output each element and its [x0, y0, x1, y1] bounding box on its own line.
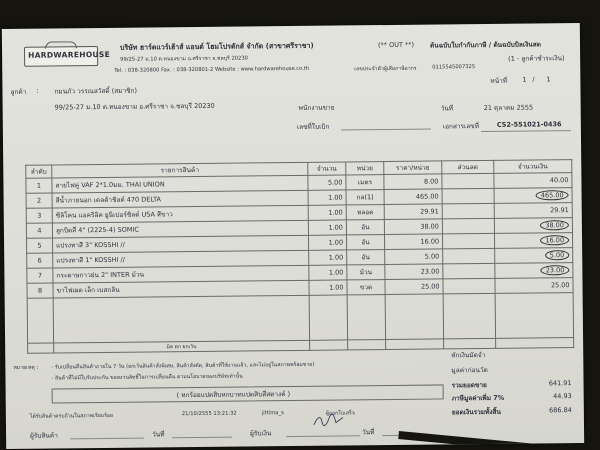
row-number: 2	[26, 193, 52, 208]
row-discount	[443, 278, 495, 294]
row-price: 38.00	[384, 219, 442, 235]
taxid: 0115545007325	[432, 64, 476, 71]
col-price-header: ราคา/หน่วย	[384, 161, 442, 175]
page-label: หน้าที่	[490, 76, 508, 85]
out-mark: (** OUT **)	[377, 40, 415, 50]
print-timestamp: 21/10/2555 13:21:32	[181, 410, 237, 418]
col-unit-header: หน่วย	[346, 162, 384, 175]
total-value: 641.91	[548, 379, 572, 388]
row-amount: 29.91	[494, 203, 572, 219]
notes-line-2: - สินค้าที่ไม่มีใบรับประกัน ขอสงวนสิทธิ์ในการเปลี่ยนคืน ตามนโยบายของบริษัทเท่านั้น	[51, 373, 243, 382]
total-label: รวมยอดขาย	[451, 380, 487, 390]
row-item: สีน้ำภายนอก เดลต้าชิลด์ 470 DELTA	[52, 190, 308, 208]
row-amount-circled: 23.00	[541, 265, 570, 275]
footer-note: ผิด ตก ยกเว้น	[54, 340, 310, 353]
row-qty: 1.00	[308, 235, 346, 250]
row-qty: 1.00	[308, 220, 346, 235]
row-amount: 40.00	[494, 173, 572, 189]
row-amount-circled: 16.00	[540, 235, 569, 245]
receipt-paper: HARDWAREHOUSE บริษัท ฮาร์ดแวร์เฮ้าส์ แอนด์ โฮมโปรดักส์ จำกัด (สาขาศรีราชา) 99/25-27 ม.10 ต.หนองขาม อ.ศรีราชา จ.ชลบุรี 20230 Tel. : 038-320800 Fax. : 038-320801-2 Website : www.hardwarehouse.co.th เลขประจำตัวผู้เสียภาษีอากร 0115545007325 (** OUT **) ต้นฉบับใบกำกับภาษี / ต้นฉบับบิลเงินสด (1 - ลูกค้าชำระเงิน) หน้าที่ 1 / 1 ลูกค้า : กมนภัว วรรณสวัสดิ์ (สมาชิก) 99/25-27 ม.10 ต.หนองขาม อ.ศรีราชา จ.ชลบุรี 20230 พนักงานขาย วันที่ 21 ตุลาคม 2555 เลขที่ใบเบิก เอกสารเลขที่ CS2-551021-0436 ลำดับ รายการสินค้า จำนวน หน่วย ราคา/หน่วย ส่วนลด จำนวนเงิน 1 สายไฟคู่ VAF 2*1.0มม. THAI UNION 5.00 เมตร 8.00 40.00 2 สีน้ำภายนอก เดลต้าชิลด์ 470 DELTA 1.00 กล(1) 465.00 465.00 3 ซิลิโคน แอคริลิค ยูนิเปอร์ชิลด์ USA สีขาว 1.00 หลอด 29.91 29.91 4 ลูกบิดสี่ 4" (2225-4) SOMIC 1.00 อัน 38.00 38.00 5 แปรงทาสี 3" KOSSHI // 1.00 อัน 16.00 16.00 6 แปรงทาสี 1" KOSSHI // 1.00 อัน 5.00 5.00 7 กระดาษกาวย่น 2" INTER ม้วน 1.00 ม้วน 23.00 23.00 8 ขาไฟเผด เล็ก เบสกลิน 1.00 ขวด 25.00 25.00 ผิด ตก ยกเว้น หมายเหตุ : - รับเปลี่ยนคืนสินค้าภายใน 7 วัน (ยกเว้นสินค้าสั่งพิเศษ, สินค้าสั่งตัด, สินค้าที่ใช้งานแล้ว, และไม่อยู่ในสภาพพร้อมขาย) - สินค้าที่ไม่มีใบรับประกัน ขอสงวนสิทธิ์ในการเปลี่ยนคืน ตามนโยบายของบริษัทเท่านั้น ( หกร้อยแปดสิบหกบาทแปดสิบสี่สตางค์ ) หักเงินมัดจำ มูลค่าก่อนวัด รวมยอดขาย 641.91 ภาษีมูลค่าเพิ่ม 7% 44.93 ยอดเงินรวมทั้งสิ้น 686.84 ได้รับสินค้าครบถ้วนในสภาพเรียบร้อย 21/10/2555 13:21:32 jittima_s ผู้ออกใบเสร็จ ผู้รับสินค้า วันที่ ผู้รับเงิน วันที่	[2, 23, 584, 449]
taxid-label: เลขประจำตัวผู้เสียภาษีอากร	[354, 65, 417, 73]
row-qty: 5.00	[308, 175, 346, 190]
row-discount	[443, 248, 495, 264]
row-number: 1	[26, 178, 52, 193]
col-qty-header: จำนวน	[308, 162, 346, 175]
row-price: 23.00	[385, 264, 443, 280]
cashier-date-label: วันที่	[362, 428, 375, 437]
row-unit: ม้วน	[347, 265, 385, 280]
col-no-header: ลำดับ	[26, 165, 52, 178]
row-unit: อัน	[346, 235, 384, 250]
issuer-signature	[312, 413, 346, 427]
row-unit: หลอด	[346, 205, 384, 220]
row-discount	[442, 188, 494, 204]
row-number: 4	[26, 223, 52, 238]
company-contact: Tel. : 038-320800 Fax. : 038-320801-2 Website : www.hardwarehouse.co.th	[114, 65, 310, 74]
requisition-label: เลขที่ใบเบิก	[296, 122, 330, 131]
date-label: วันที่	[440, 104, 454, 113]
row-qty: 1.00	[309, 265, 347, 280]
logo-roof-icon	[45, 41, 77, 48]
row-number: 6	[27, 253, 53, 268]
row-price: 8.00	[384, 174, 442, 190]
row-amount: 25.00	[495, 278, 573, 294]
cashier-label: ผู้รับเงิน	[250, 429, 272, 438]
page-number: 1	[522, 75, 527, 84]
row-discount	[442, 218, 494, 234]
print-user: jittima_s	[261, 410, 284, 417]
received-confirm-label: ได้รับสินค้าครบถ้วนในสภาพเรียบร้อย	[29, 412, 114, 420]
row-item: ลูกบิดสี่ 4" (2225-4) SOMIC	[52, 220, 308, 238]
col-amount-header: จำนวนเงิน	[494, 160, 572, 174]
receiver-date-label: วันที่	[152, 430, 165, 439]
row-price: 16.00	[384, 234, 442, 250]
logo-text: HARDWAREHOUSE	[28, 49, 111, 60]
row-unit: เมตร	[346, 175, 384, 190]
row-item: ขาไฟเผด เล็ก เบสกลิน	[53, 280, 309, 298]
total-value: 44.93	[553, 392, 572, 401]
row-qty: 1.00	[309, 250, 347, 265]
company-name: บริษัท ฮาร์ดแวร์เฮ้าส์ แอนด์ โฮมโปรดักส์ จำกัด (สาขาศรีราชา)	[119, 41, 314, 52]
amount-in-words-box	[52, 384, 444, 403]
doc-subtitle: (1 - ลูกค้าชำระเงิน)	[508, 54, 565, 63]
row-amount-circled: 5.00	[545, 250, 570, 260]
items-table	[25, 159, 574, 354]
row-amount-circled: 38.00	[540, 220, 569, 230]
torn-edge	[398, 431, 584, 449]
customer-address: 99/25-27 ม.10 ต.หนองขาม อ.ศรีราชา จ.ชลบุรี 20230	[54, 101, 215, 112]
col-discount-header: ส่วนลด	[442, 160, 494, 174]
row-item: สายไฟคู่ VAF 2*1.0มม. THAI UNION	[52, 175, 308, 193]
row-number: 5	[27, 238, 53, 253]
customer-name: กมนภัว วรรณสวัสดิ์ (สมาชิก)	[54, 86, 138, 96]
row-qty: 1.00	[309, 280, 347, 295]
col-item-header: รายการสินค้า	[52, 162, 308, 178]
total-label: ภาษีมูลค่าเพิ่ม 7%	[451, 393, 505, 403]
row-unit: ขวด	[347, 280, 385, 295]
issuer-label: ผู้ออกใบเสร็จ	[325, 410, 355, 417]
row-number: 3	[26, 208, 52, 223]
company-address: 99/25-27 ม.10 ต.หนองขาม อ.ศรีราชา จ.ชลบุรี 20230	[120, 55, 248, 63]
row-price: 5.00	[385, 249, 443, 265]
row-discount	[442, 233, 494, 249]
row-price: 465.00	[384, 189, 442, 205]
row-qty: 1.00	[308, 190, 346, 205]
hardwarehouse-logo	[24, 46, 111, 67]
salesperson-label: พนักงานขาย	[298, 103, 335, 112]
total-label: หักเงินมัดจำ	[451, 350, 486, 360]
notes-line-1: - รับเปลี่ยนคืนสินค้าภายใน 7 วัน (ยกเว้นสินค้าสั่งพิเศษ, สินค้าสั่งตัด, สินค้าที่ใช้งานแล้ว, และไม่อยู่ในสภาพพร้อมขาย)	[51, 361, 315, 371]
doc-date: 21 ตุลาคม 2555	[483, 103, 534, 112]
total-value: 686.84	[549, 406, 572, 415]
docno-label: เอกสารเลขที่	[442, 122, 480, 131]
page-total: 1	[546, 75, 551, 84]
row-item: แปรงทาสี 1" KOSSHI //	[53, 250, 309, 268]
doc-title: ต้นฉบับใบกำกับภาษี / ต้นฉบับบิลเงินสด	[429, 40, 541, 50]
total-label: ยอดเงินรวมทั้งสิ้น	[451, 407, 501, 417]
row-price: 29.91	[384, 204, 442, 220]
row-number: 7	[27, 268, 53, 283]
row-item: ซิลิโคน แอคริลิค ยูนิเปอร์ชิลด์ USA สีขาว	[52, 205, 308, 223]
row-unit: อัน	[346, 220, 384, 235]
row-amount-circled: 465.00	[536, 190, 569, 200]
row-price: 25.00	[385, 279, 443, 295]
blank-space-row	[27, 293, 573, 344]
doc-number: CS2-551021-0436	[496, 120, 562, 129]
row-discount	[442, 203, 494, 219]
row-item: กระดาษกาวย่น 2" INTER ม้วน	[53, 265, 309, 283]
row-unit: อัน	[347, 250, 385, 265]
notes-label: หมายเหตุ :	[13, 364, 39, 371]
row-unit: กล(1)	[346, 190, 384, 205]
row-qty: 1.00	[308, 205, 346, 220]
row-number: 8	[27, 283, 53, 298]
total-label: มูลค่าก่อนวัด	[451, 365, 488, 375]
receiver-label: ผู้รับสินค้า	[30, 431, 58, 440]
customer-label: ลูกค้า	[10, 87, 27, 96]
row-item: แปรงทาสี 3" KOSSHI //	[53, 235, 309, 253]
row-discount	[442, 173, 494, 189]
amount-in-words: ( หกร้อยแปดสิบหกบาทแปดสิบสี่สตางค์ )	[176, 390, 291, 400]
row-discount	[443, 263, 495, 279]
